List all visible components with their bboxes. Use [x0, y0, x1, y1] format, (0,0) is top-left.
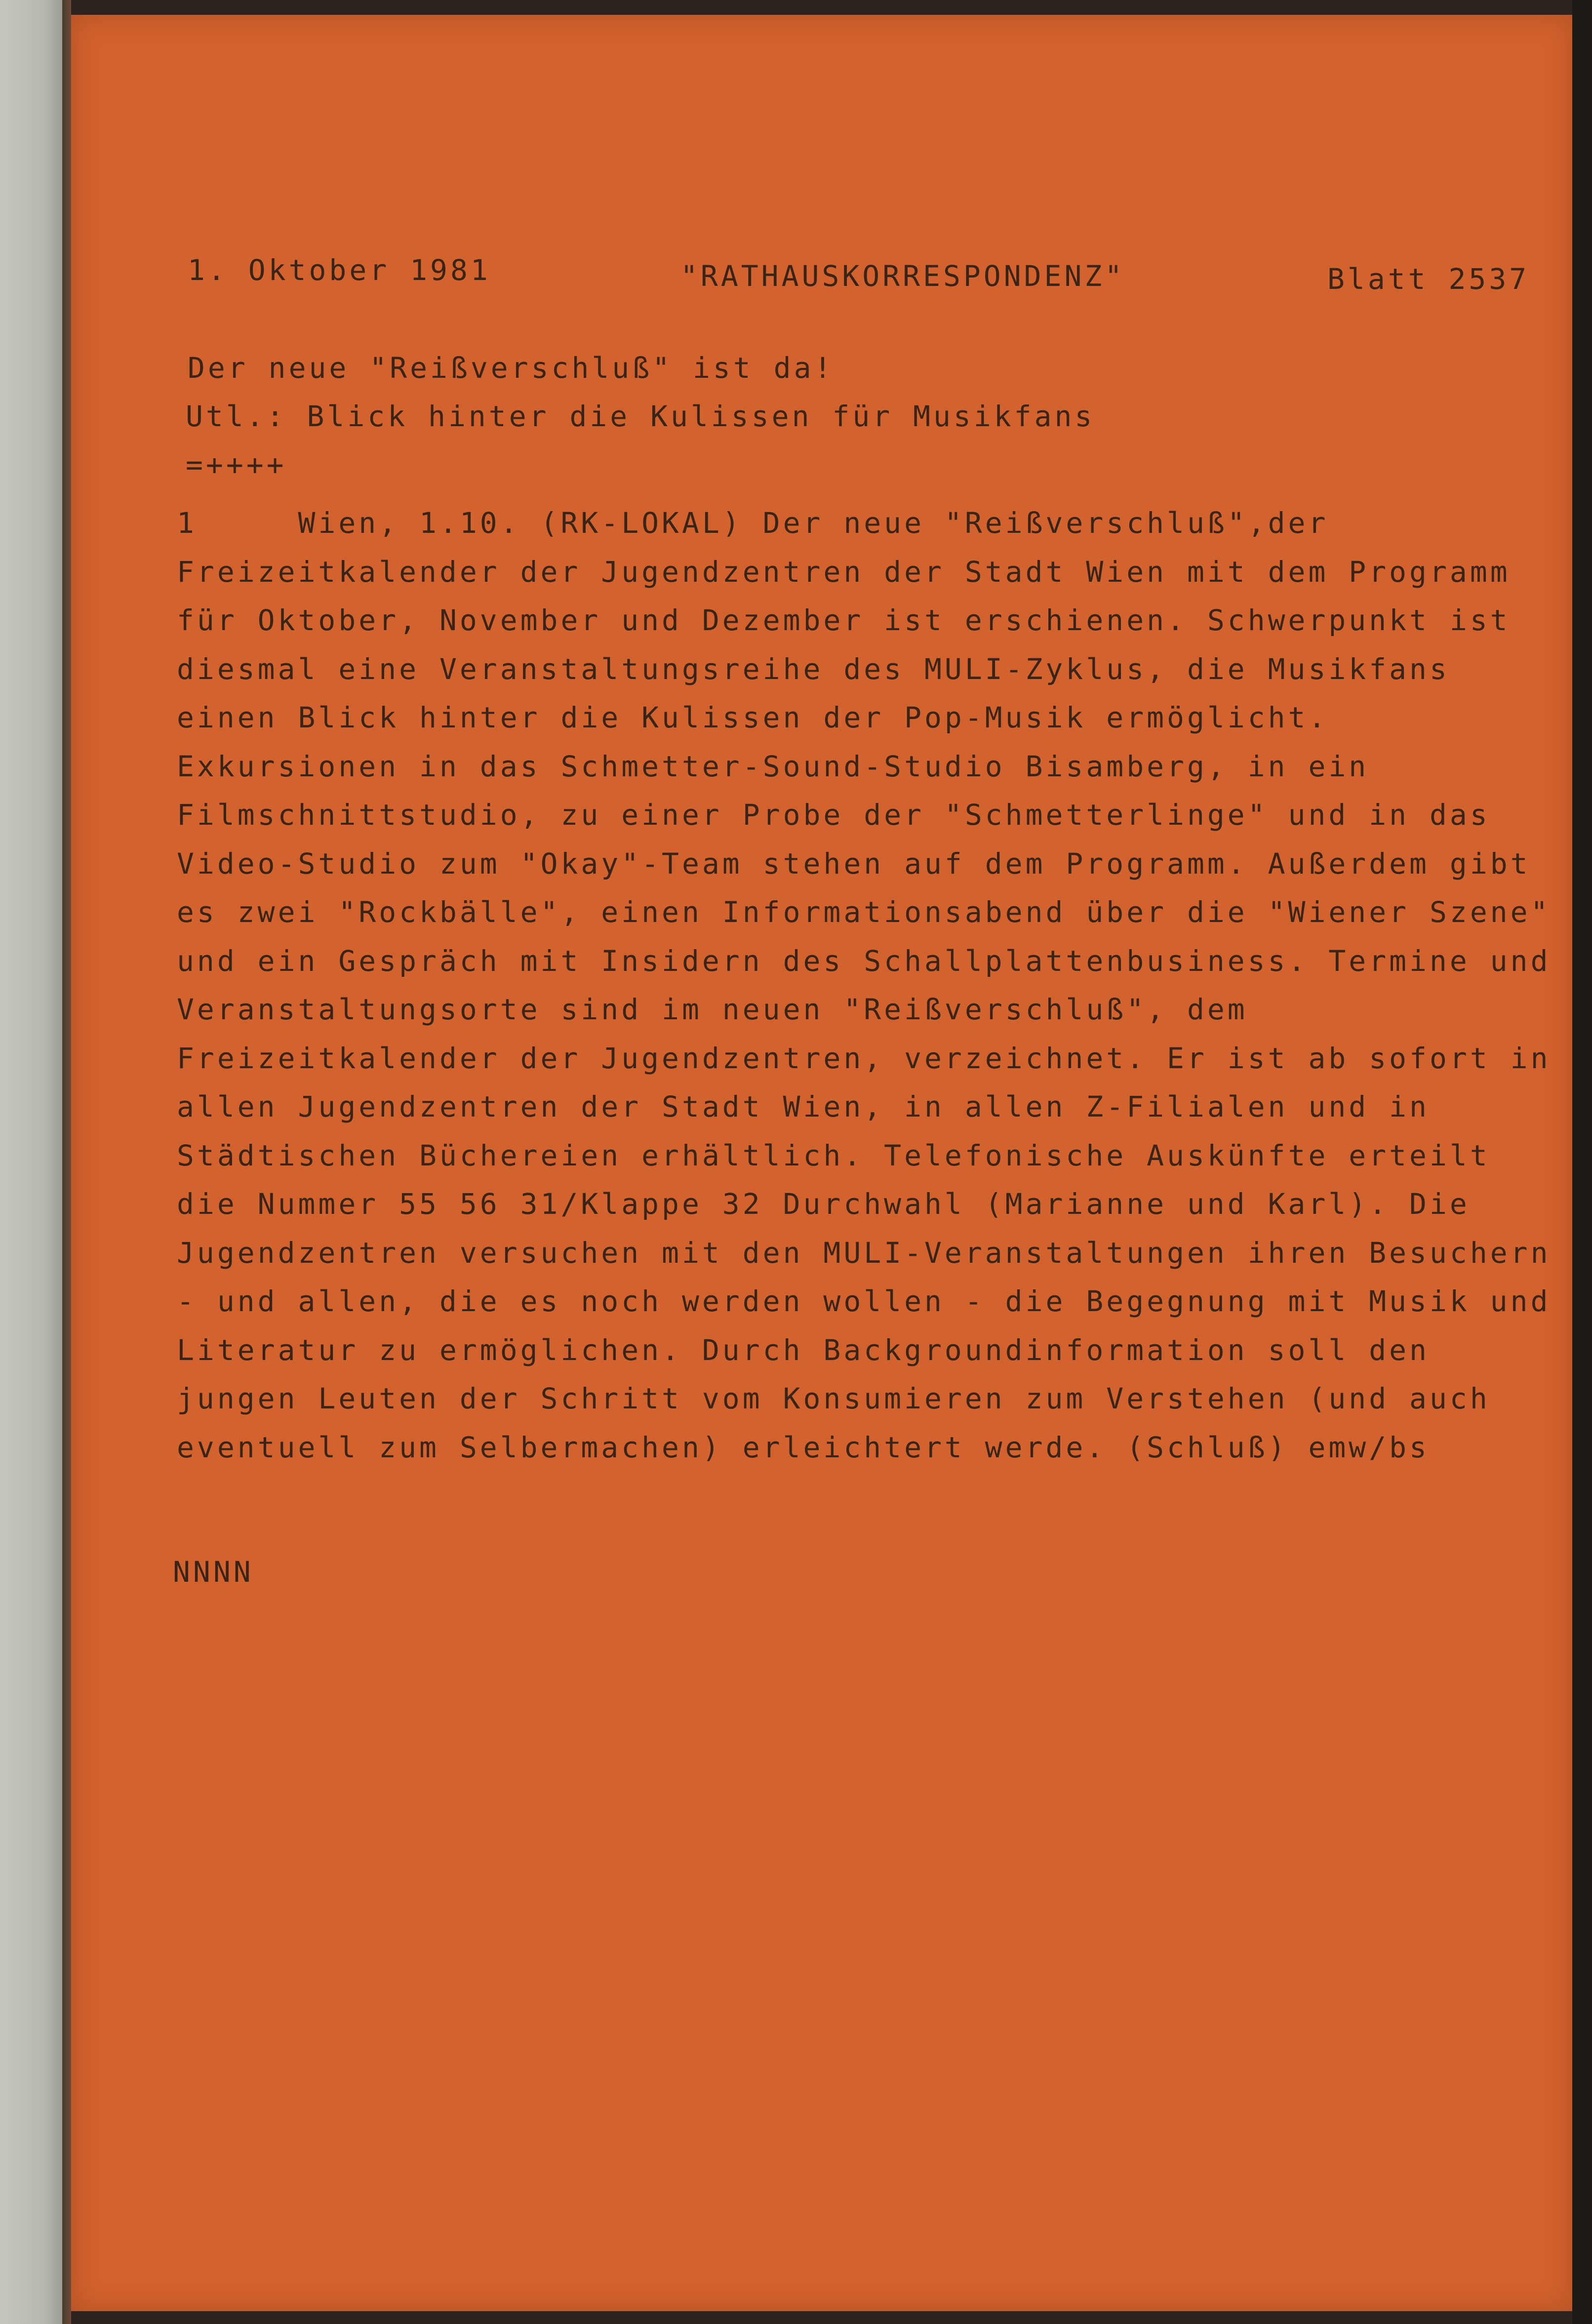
binder-spine-edge: [62, 0, 71, 2324]
body-line: Video-Studio zum "Okay"-Team stehen auf dem Programm. Außerdem gibt: [177, 846, 1531, 881]
article-separator: =++++: [186, 448, 287, 481]
body-line: einen Blick hinter die Kulissen der Pop-Musik ermöglicht.: [177, 701, 1329, 734]
article-headline: Der neue "Reißverschluß" ist da!: [188, 351, 835, 385]
body-line: jungen Leuten der Schritt vom Konsumieren zum Verstehen (und auch: [177, 1382, 1490, 1415]
body-line: für Oktober, November und Dezember ist erschienen. Schwerpunkt ist: [177, 603, 1511, 637]
page-right-border: [1572, 0, 1592, 2324]
body-line: es zwei "Rockbälle", einen Informationsabend über die "Wiener Szene": [177, 895, 1551, 929]
body-line: 1 Wien, 1.10. (RK-LOKAL) Der neue "Reißverschluß",der: [177, 506, 1329, 540]
header-source: "RATHAUSKORRESPONDENZ": [680, 259, 1125, 293]
body-line: Literatur zu ermöglichen. Durch Backgroundinformation soll den: [177, 1333, 1430, 1367]
body-line: Städtischen Büchereien erhältlich. Telefonische Auskünfte erteilt: [177, 1138, 1490, 1172]
body-line: Filmschnittstudio, zu einer Probe der "Schmetterlinge" und in das: [177, 798, 1490, 832]
binder-spine: [0, 0, 62, 2324]
body-line: eventuell zum Selbermachen) erleichtert werde. (Schluß) emw/bs: [177, 1430, 1430, 1464]
article-subline: Utl.: Blick hinter die Kulissen für Musikfans: [186, 400, 1095, 433]
body-line: Freizeitkalender der Jugendzentren, verzeichnet. Er ist ab sofort in: [177, 1041, 1551, 1075]
body-line: allen Jugendzentren der Stadt Wien, in allen Z-Filialen und in: [177, 1090, 1430, 1123]
article-body: [177, 499, 1551, 1472]
body-line: und ein Gespräch mit Insidern des Schallplattenbusiness. Termine und: [177, 944, 1551, 978]
body-line: - und allen, die es noch werden wollen - die Begegnung mit Musik und: [177, 1284, 1551, 1318]
body-line: die Nummer 55 56 31/Klappe 32 Durchwahl (Marianne und Karl). Die: [177, 1187, 1470, 1221]
body-line: Jugendzentren versuchen mit den MULI-Veranstaltungen ihren Besuchern: [177, 1236, 1551, 1270]
header-date: 1. Oktober 1981: [188, 253, 491, 287]
body-line: Veranstaltungsorte sind im neuen "Reißverschluß", dem: [177, 993, 1248, 1026]
end-of-transmission-mark: NNNN: [173, 1555, 254, 1589]
header-sheet-number: Blatt 2537: [1327, 262, 1530, 296]
body-line: diesmal eine Veranstaltungsreihe des MULI-Zyklus, die Musikfans: [177, 652, 1450, 686]
body-line: Exkursionen in das Schmetter-Sound-Studio Bisamberg, in ein: [177, 749, 1369, 783]
body-line: Freizeitkalender der Jugendzentren der Stadt Wien mit dem Programm: [177, 555, 1511, 589]
